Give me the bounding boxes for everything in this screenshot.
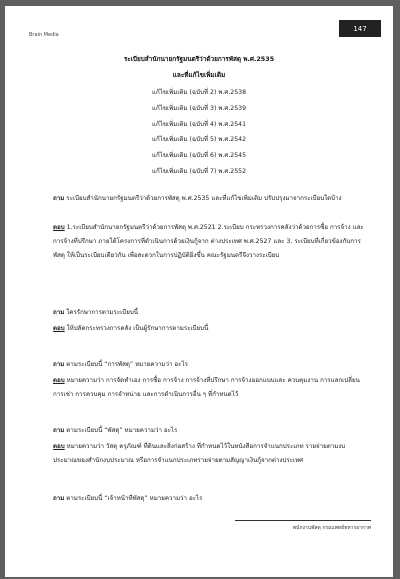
answer-text: ให้ปลัดกระทรวงการคลัง เป็นผู้รักษาการตามระเบียบนี้ (66, 325, 209, 332)
question-label: ถาม (53, 195, 65, 202)
question-text: ระเบียบสำนักนายกรัฐมนตรีว่าด้วยการพัสดุ พ.ศ.2535 และที่แก้ไขเพิ่มเติม ปรับปรุงมาจากระเบียบใดบ้าง (66, 195, 342, 202)
amendment-line: แก้ไขเพิ่มเติม (ฉบับที่ 7) พ.ศ.2552 (151, 168, 247, 175)
question-label: ถาม (53, 427, 65, 434)
document-subtitle: และที่แก้ไขเพิ่มเติม (172, 71, 226, 79)
answer-3 (53, 374, 369, 402)
answer-4 (53, 440, 369, 468)
question-text: ใครรักษาการตามระเบียบนี้ (66, 309, 138, 316)
answer-label: ตอบ (53, 377, 65, 384)
answer-text: 1.ระเบียบสำนักนายกรัฐมนตรีว่าด้วยการพัสดุ พ.ศ.2521 2.ระเบียบ กระทรวงการคลังว่าด้วยการซื้อ การจ้าง และการจ้างที่ปรึกษา ภายใต้โครงการที่ดำเนินการด้วยเงินกู้จาก ต่างประเทศ พ.ศ.2527 และ 3. ระเบียบที่เกี่ยวข้องกับการพัสดุ ให้เป็นระเบียบเดียวกัน เพื่อสะดวกในการปฏิบัติยิ่งขึ้น คณะรัฐมนตรีจึงวางระเบียบ (53, 224, 364, 259)
document-title: ระเบียบสำนักนายกรัฐมนตรีว่าด้วยการพัสดุ พ.ศ.2535 (123, 55, 275, 63)
answer-1 (53, 221, 369, 263)
amendment-line: แก้ไขเพิ่มเติม (ฉบับที่ 5) พ.ศ.2542 (151, 136, 247, 143)
footer-divider (235, 520, 371, 521)
question-text: ตามระเบียบนี้ “การพัสดุ” หมายความว่า อะไร (66, 361, 188, 368)
answer-label: ตอบ (53, 325, 65, 332)
answer-label: ตอบ (53, 224, 65, 231)
answer-text: หมายความว่า วัสดุ ครุภัณฑ์ ที่ดินและสิ่งก่อสร้าง ที่กำหนดไว้ในหนังสือการจำแนกประเภท รายจ่ายตามงบประมาณของสำนักงบประมาณ หรือการจำแนกประเภทรายจ่ายตามสัญญาเงินกู้จากต่างประเทศ (53, 443, 346, 464)
question-3 (53, 358, 369, 372)
amendment-line: แก้ไขเพิ่มเติม (ฉบับที่ 6) พ.ศ.2545 (151, 152, 247, 159)
publisher-header: Brain Media (29, 32, 59, 38)
question-text: ตามระเบียบนี้ “พัสดุ” หมายความว่า อะไร (66, 427, 178, 434)
footer-text: พนักงานพัสดุ กรมแพทย์ทหารอากาศ (292, 525, 371, 531)
question-2 (53, 306, 369, 320)
answer-text: หมายความว่า การจัดทำเอง การซื้อ การจ้าง การจ้างที่ปรึกษา การจ้างออกแบบและ ควบคุมงาน การแลกเปลี่ยน การเช่า การควบคุม การจำหน่าย และการดำเนินการอื่น ๆ ที่กำหนดไว้ (53, 377, 360, 398)
answer-label: ตอบ (53, 443, 65, 450)
question-1 (53, 192, 369, 206)
answer-2 (53, 322, 369, 336)
amendment-line: แก้ไขเพิ่มเติม (ฉบับที่ 2) พ.ศ.2538 (151, 89, 247, 96)
question-text: ตามระเบียบนี้ “เจ้าหน้าที่พัสดุ” หมายความว่า อะไร (66, 495, 203, 502)
question-label: ถาม (53, 309, 65, 316)
question-5 (53, 492, 369, 506)
question-4 (53, 424, 369, 438)
page-number-badge: 147 (339, 20, 381, 37)
amendment-line: แก้ไขเพิ่มเติม (ฉบับที่ 3) พ.ศ.2539 (151, 105, 247, 112)
question-label: ถาม (53, 361, 65, 368)
question-label: ถาม (53, 495, 65, 502)
amendment-line: แก้ไขเพิ่มเติม (ฉบับที่ 4) พ.ศ.2541 (151, 121, 247, 128)
document-page (5, 6, 393, 577)
